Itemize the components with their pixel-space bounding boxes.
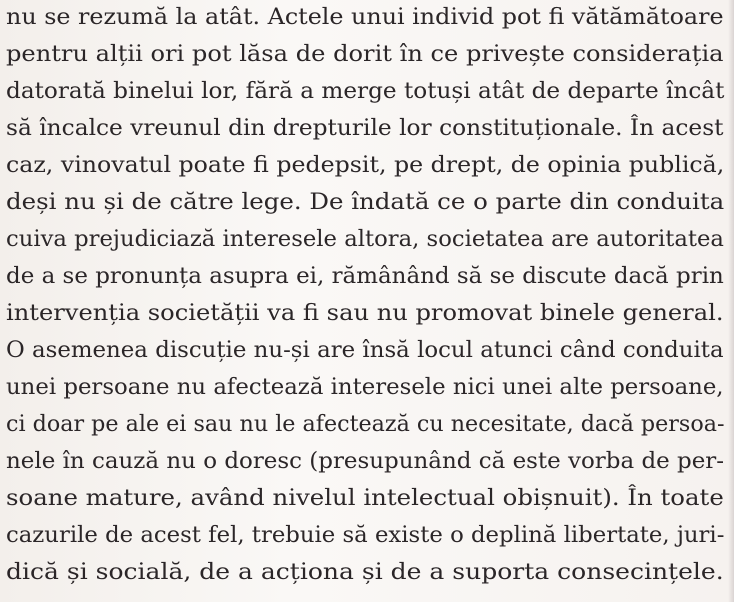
text-line: O asemenea discuție nu-și are însă locul atunci când conduita bbox=[6, 337, 724, 363]
text-line: deși nu și de către lege. De îndată ce o parte din conduita bbox=[6, 189, 725, 215]
text-line: caz, vinovatul poate fi pedepsit, pe drept, de opinia publică, bbox=[6, 152, 725, 178]
text-line: cazurile de acest fel, trebuie să existe o deplină libertate, juri- bbox=[6, 522, 725, 548]
text-line: datorată binelui lor, fără a merge totuși atât de departe încât bbox=[6, 78, 725, 104]
text-line: nele în cauză nu o doresc (presupunând că este vorba de per- bbox=[6, 448, 725, 474]
text-line: ci doar pe ale ei sau nu le afectează cu necesitate, dacă persoa- bbox=[6, 411, 725, 437]
page-edge-shadow bbox=[728, 0, 734, 602]
text-line: unei persoane nu afectează interesele nici unei alte persoane, bbox=[6, 374, 724, 400]
text-line: intervenția societății va fi sau nu promovat binele general. bbox=[6, 300, 724, 326]
text-line: de a se pronunța asupra ei, rămânând să se discute dacă prin bbox=[6, 263, 724, 289]
text-line: pentru alții ori pot lăsa de dorit în ce privește considerația bbox=[6, 41, 724, 67]
text-line: să încalce vreunul din drepturile lor constituționale. În acest bbox=[6, 115, 724, 141]
text-line: nu se rezumă la atât. Actele unui individ pot fi vătămătoare bbox=[6, 4, 724, 30]
text-line: soane mature, având nivelul intelectual obișnuit). În toate bbox=[6, 485, 724, 511]
text-line: cuiva prejudiciază interesele altora, societatea are autoritatea bbox=[6, 226, 724, 252]
text-line: dică și socială, de a acționa și de a suporta consecințele. bbox=[6, 559, 724, 585]
